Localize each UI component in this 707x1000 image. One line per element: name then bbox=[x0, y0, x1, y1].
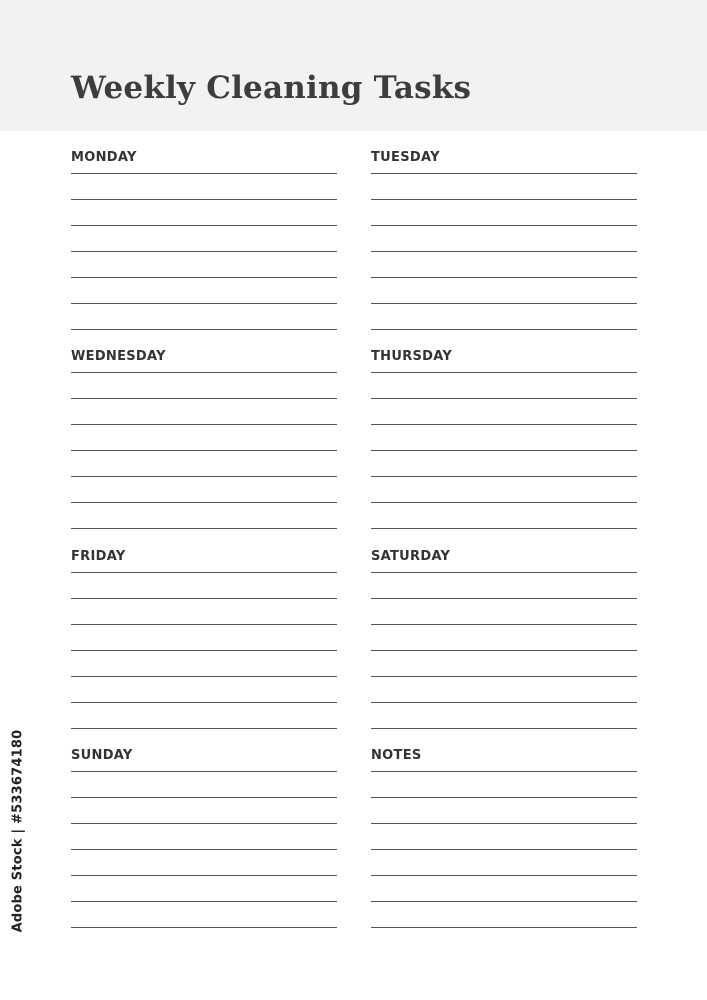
writing-line[interactable] bbox=[371, 450, 637, 451]
writing-line[interactable] bbox=[371, 277, 637, 278]
writing-line[interactable] bbox=[71, 823, 337, 824]
section-label-monday: MONDAY bbox=[71, 150, 137, 165]
writing-line[interactable] bbox=[71, 398, 337, 399]
writing-line[interactable] bbox=[371, 927, 637, 928]
writing-line[interactable] bbox=[71, 329, 337, 330]
writing-line[interactable] bbox=[71, 901, 337, 902]
section-label-saturday: SATURDAY bbox=[371, 549, 451, 564]
section-label-notes: NOTES bbox=[371, 748, 422, 763]
writing-line[interactable] bbox=[371, 398, 637, 399]
writing-line[interactable] bbox=[71, 624, 337, 625]
writing-line[interactable] bbox=[71, 849, 337, 850]
writing-line[interactable] bbox=[371, 676, 637, 677]
writing-line[interactable] bbox=[71, 199, 337, 200]
writing-line[interactable] bbox=[371, 598, 637, 599]
writing-line[interactable] bbox=[71, 650, 337, 651]
writing-line[interactable] bbox=[371, 728, 637, 729]
writing-line[interactable] bbox=[371, 702, 637, 703]
writing-line[interactable] bbox=[71, 277, 337, 278]
writing-line[interactable] bbox=[71, 450, 337, 451]
writing-line[interactable] bbox=[371, 572, 637, 573]
writing-line[interactable] bbox=[371, 199, 637, 200]
writing-line[interactable] bbox=[71, 875, 337, 876]
section-label-sunday: SUNDAY bbox=[71, 748, 133, 763]
writing-line[interactable] bbox=[71, 225, 337, 226]
writing-line[interactable] bbox=[71, 598, 337, 599]
writing-line[interactable] bbox=[71, 424, 337, 425]
stock-watermark bbox=[8, 729, 28, 933]
writing-line[interactable] bbox=[371, 875, 637, 876]
writing-line[interactable] bbox=[71, 173, 337, 174]
writing-line[interactable] bbox=[371, 901, 637, 902]
writing-line[interactable] bbox=[371, 771, 637, 772]
section-label-friday: FRIDAY bbox=[71, 549, 126, 564]
writing-line[interactable] bbox=[371, 650, 637, 651]
writing-line[interactable] bbox=[371, 502, 637, 503]
writing-line[interactable] bbox=[71, 572, 337, 573]
section-label-thursday: THURSDAY bbox=[371, 349, 453, 364]
writing-line[interactable] bbox=[371, 424, 637, 425]
writing-line[interactable] bbox=[71, 927, 337, 928]
writing-line[interactable] bbox=[71, 728, 337, 729]
writing-line[interactable] bbox=[71, 476, 337, 477]
writing-line[interactable] bbox=[371, 624, 637, 625]
page-title: Weekly Cleaning Tasks bbox=[71, 70, 472, 106]
writing-line[interactable] bbox=[371, 849, 637, 850]
writing-line[interactable] bbox=[71, 797, 337, 798]
writing-line[interactable] bbox=[371, 528, 637, 529]
writing-line[interactable] bbox=[71, 528, 337, 529]
section-label-tuesday: TUESDAY bbox=[371, 150, 440, 165]
section-label-wednesday: WEDNESDAY bbox=[71, 349, 166, 364]
writing-line[interactable] bbox=[71, 771, 337, 772]
writing-line[interactable] bbox=[371, 372, 637, 373]
writing-line[interactable] bbox=[71, 702, 337, 703]
writing-line[interactable] bbox=[371, 303, 637, 304]
writing-line[interactable] bbox=[71, 676, 337, 677]
stock-watermark-text: Adobe Stock | #533674180 bbox=[10, 729, 26, 933]
writing-line[interactable] bbox=[71, 372, 337, 373]
writing-line[interactable] bbox=[71, 303, 337, 304]
writing-line[interactable] bbox=[371, 251, 637, 252]
writing-line[interactable] bbox=[371, 173, 637, 174]
writing-line[interactable] bbox=[371, 476, 637, 477]
writing-line[interactable] bbox=[371, 329, 637, 330]
writing-line[interactable] bbox=[71, 251, 337, 252]
writing-line[interactable] bbox=[71, 502, 337, 503]
writing-line[interactable] bbox=[371, 225, 637, 226]
writing-line[interactable] bbox=[371, 823, 637, 824]
writing-line[interactable] bbox=[371, 797, 637, 798]
